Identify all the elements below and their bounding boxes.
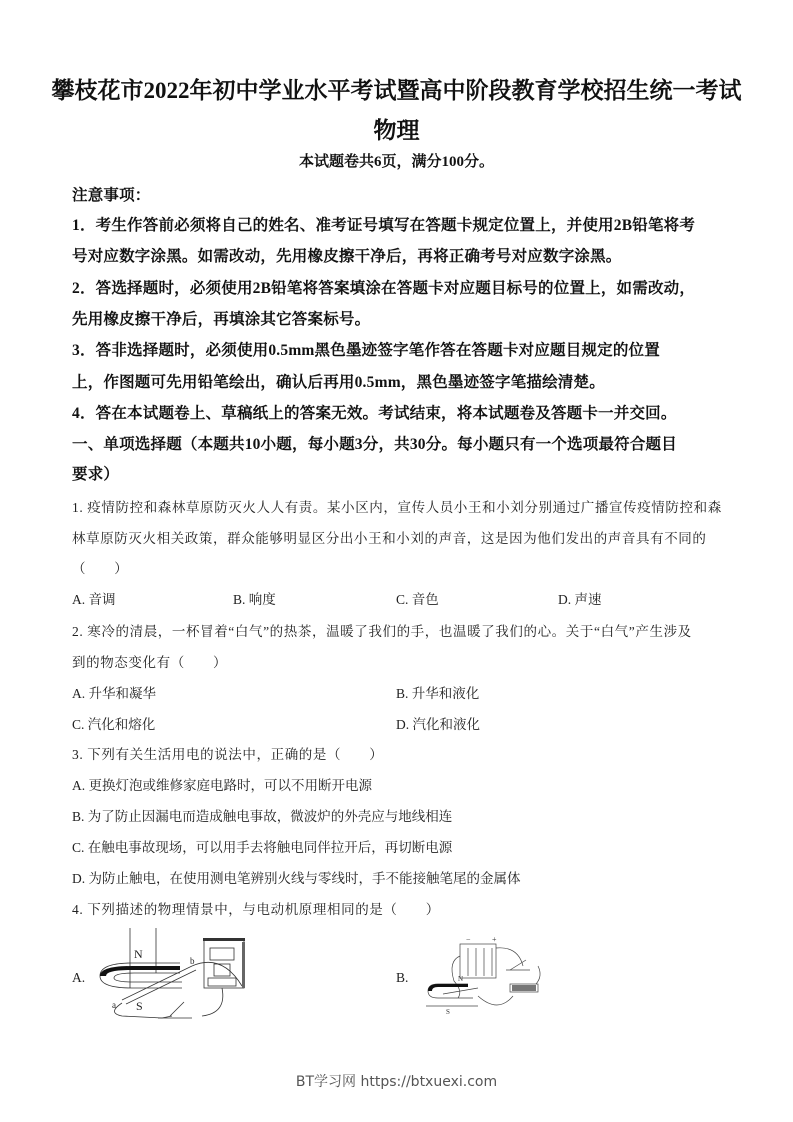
figure-a-point-b: b xyxy=(190,956,195,966)
figure-a-induction-apparatus xyxy=(92,928,262,1023)
question-1-text: 林草原防灭火相关政策，群众能够明显区分出小王和小刘的声音，这是因为他们发出的声音具有不同的 xyxy=(72,531,707,546)
question-1-option-b: B. 响度 xyxy=(233,592,276,607)
notice-line: 先用橡皮擦干净后，再填涂其它答案标号。 xyxy=(72,311,371,328)
figure-a-point-a: a xyxy=(112,1000,116,1010)
exam-summary: 本试题卷共6页，满分100分。 xyxy=(298,154,494,170)
notice-line: 上，作图题可先用铅笔绘出，确认后再用0.5mm，黑色墨迹签字笔描绘清楚。 xyxy=(72,374,605,391)
exam-title: 攀枝花市2022年初中学业水平考试暨高中阶段教育学校招生统一考试 xyxy=(51,78,742,103)
question-2-text: 到的物态变化有（ ） xyxy=(72,655,228,670)
notice-heading: 注意事项： xyxy=(72,187,151,204)
watermark-footer: BT学习网 https://btxuexi.com xyxy=(295,1074,498,1090)
question-3-text: 3. 下列有关生活用电的说法中，正确的是（ ） xyxy=(72,747,384,762)
question-3-option-c: C. 在触电事故现场，可以用手去将触电同伴拉开后，再切断电源 xyxy=(72,840,453,855)
question-4-option-a-label: A. xyxy=(72,970,86,985)
question-2-option-c: C. 汽化和熔化 xyxy=(72,717,156,732)
section-heading: 要求） xyxy=(72,466,120,483)
question-4-text: 4. 下列描述的物理情景中，与电动机原理相同的是（ ） xyxy=(72,902,440,917)
figure-b-plus-label: + xyxy=(492,936,497,944)
question-3-option-b: B. 为了防止因漏电而造成触电事故，微波炉的外壳应与地线相连 xyxy=(72,809,453,824)
figure-b-minus-label: − xyxy=(466,936,471,944)
question-1-option-c: C. 音色 xyxy=(396,592,439,607)
question-3-option-d: D. 为防止触电，在使用测电笔辨别火线与零线时，手不能接触笔尾的金属体 xyxy=(72,871,521,886)
question-1-option-d: D. 声速 xyxy=(558,592,602,607)
question-2-option-a: A. 升华和凝华 xyxy=(72,686,156,701)
notice-line: 1．考生作答前必须将自己的姓名、准考证号填写在答题卡规定位置上，并使用2B铅笔将考 xyxy=(72,217,696,234)
notice-line: 2．答选择题时，必须使用2B铅笔将答案填涂在答题卡对应题目标号的位置上，如需改动， xyxy=(72,280,696,297)
question-4-option-b-label: B. xyxy=(396,970,409,985)
figure-a-south-label: S xyxy=(136,999,143,1013)
question-2-option-d: D. 汽化和液化 xyxy=(396,717,480,732)
question-3-option-a: A. 更换灯泡或维修家庭电路时，可以不用断开电源 xyxy=(72,778,372,793)
figure-b-north-label: N xyxy=(458,975,464,983)
figure-a-north-label: N xyxy=(134,947,143,961)
question-1-blank: （ ） xyxy=(72,561,129,576)
question-1-option-a: A. 音调 xyxy=(72,592,116,607)
notice-line: 号对应数字涂黑。如需改动，先用橡皮擦干净后，再将正确考号对应数字涂黑。 xyxy=(72,248,622,265)
question-2-text: 2. 寒冷的清晨，一杯冒着“白气”的热茶，温暖了我们的手，也温暖了我们的心。关于“白气”产生涉及 xyxy=(72,624,692,639)
section-heading: 一、单项选择题（本题共10小题，每小题3分，共30分。每小题只有一个选项最符合题目 xyxy=(72,436,677,453)
notice-line: 4．答在本试题卷上、草稿纸上的答案无效。考试结束，将本试题卷及答题卡一并交回。 xyxy=(72,405,677,422)
figure-b-motor-apparatus xyxy=(418,936,558,1016)
question-2-option-b: B. 升华和液化 xyxy=(396,686,480,701)
subject-title: 物理 xyxy=(373,118,420,143)
question-1-text: 1. 疫情防控和森林草原防灭火人人有责。某小区内，宣传人员小王和小刘分别通过广播宣传疫情防控和森 xyxy=(72,500,722,515)
notice-line: 3．答非选择题时，必须使用0.5mm黑色墨迹签字笔作答在答题卡对应题目规定的位置 xyxy=(72,342,660,359)
figure-b-south-label: S xyxy=(446,1008,450,1016)
